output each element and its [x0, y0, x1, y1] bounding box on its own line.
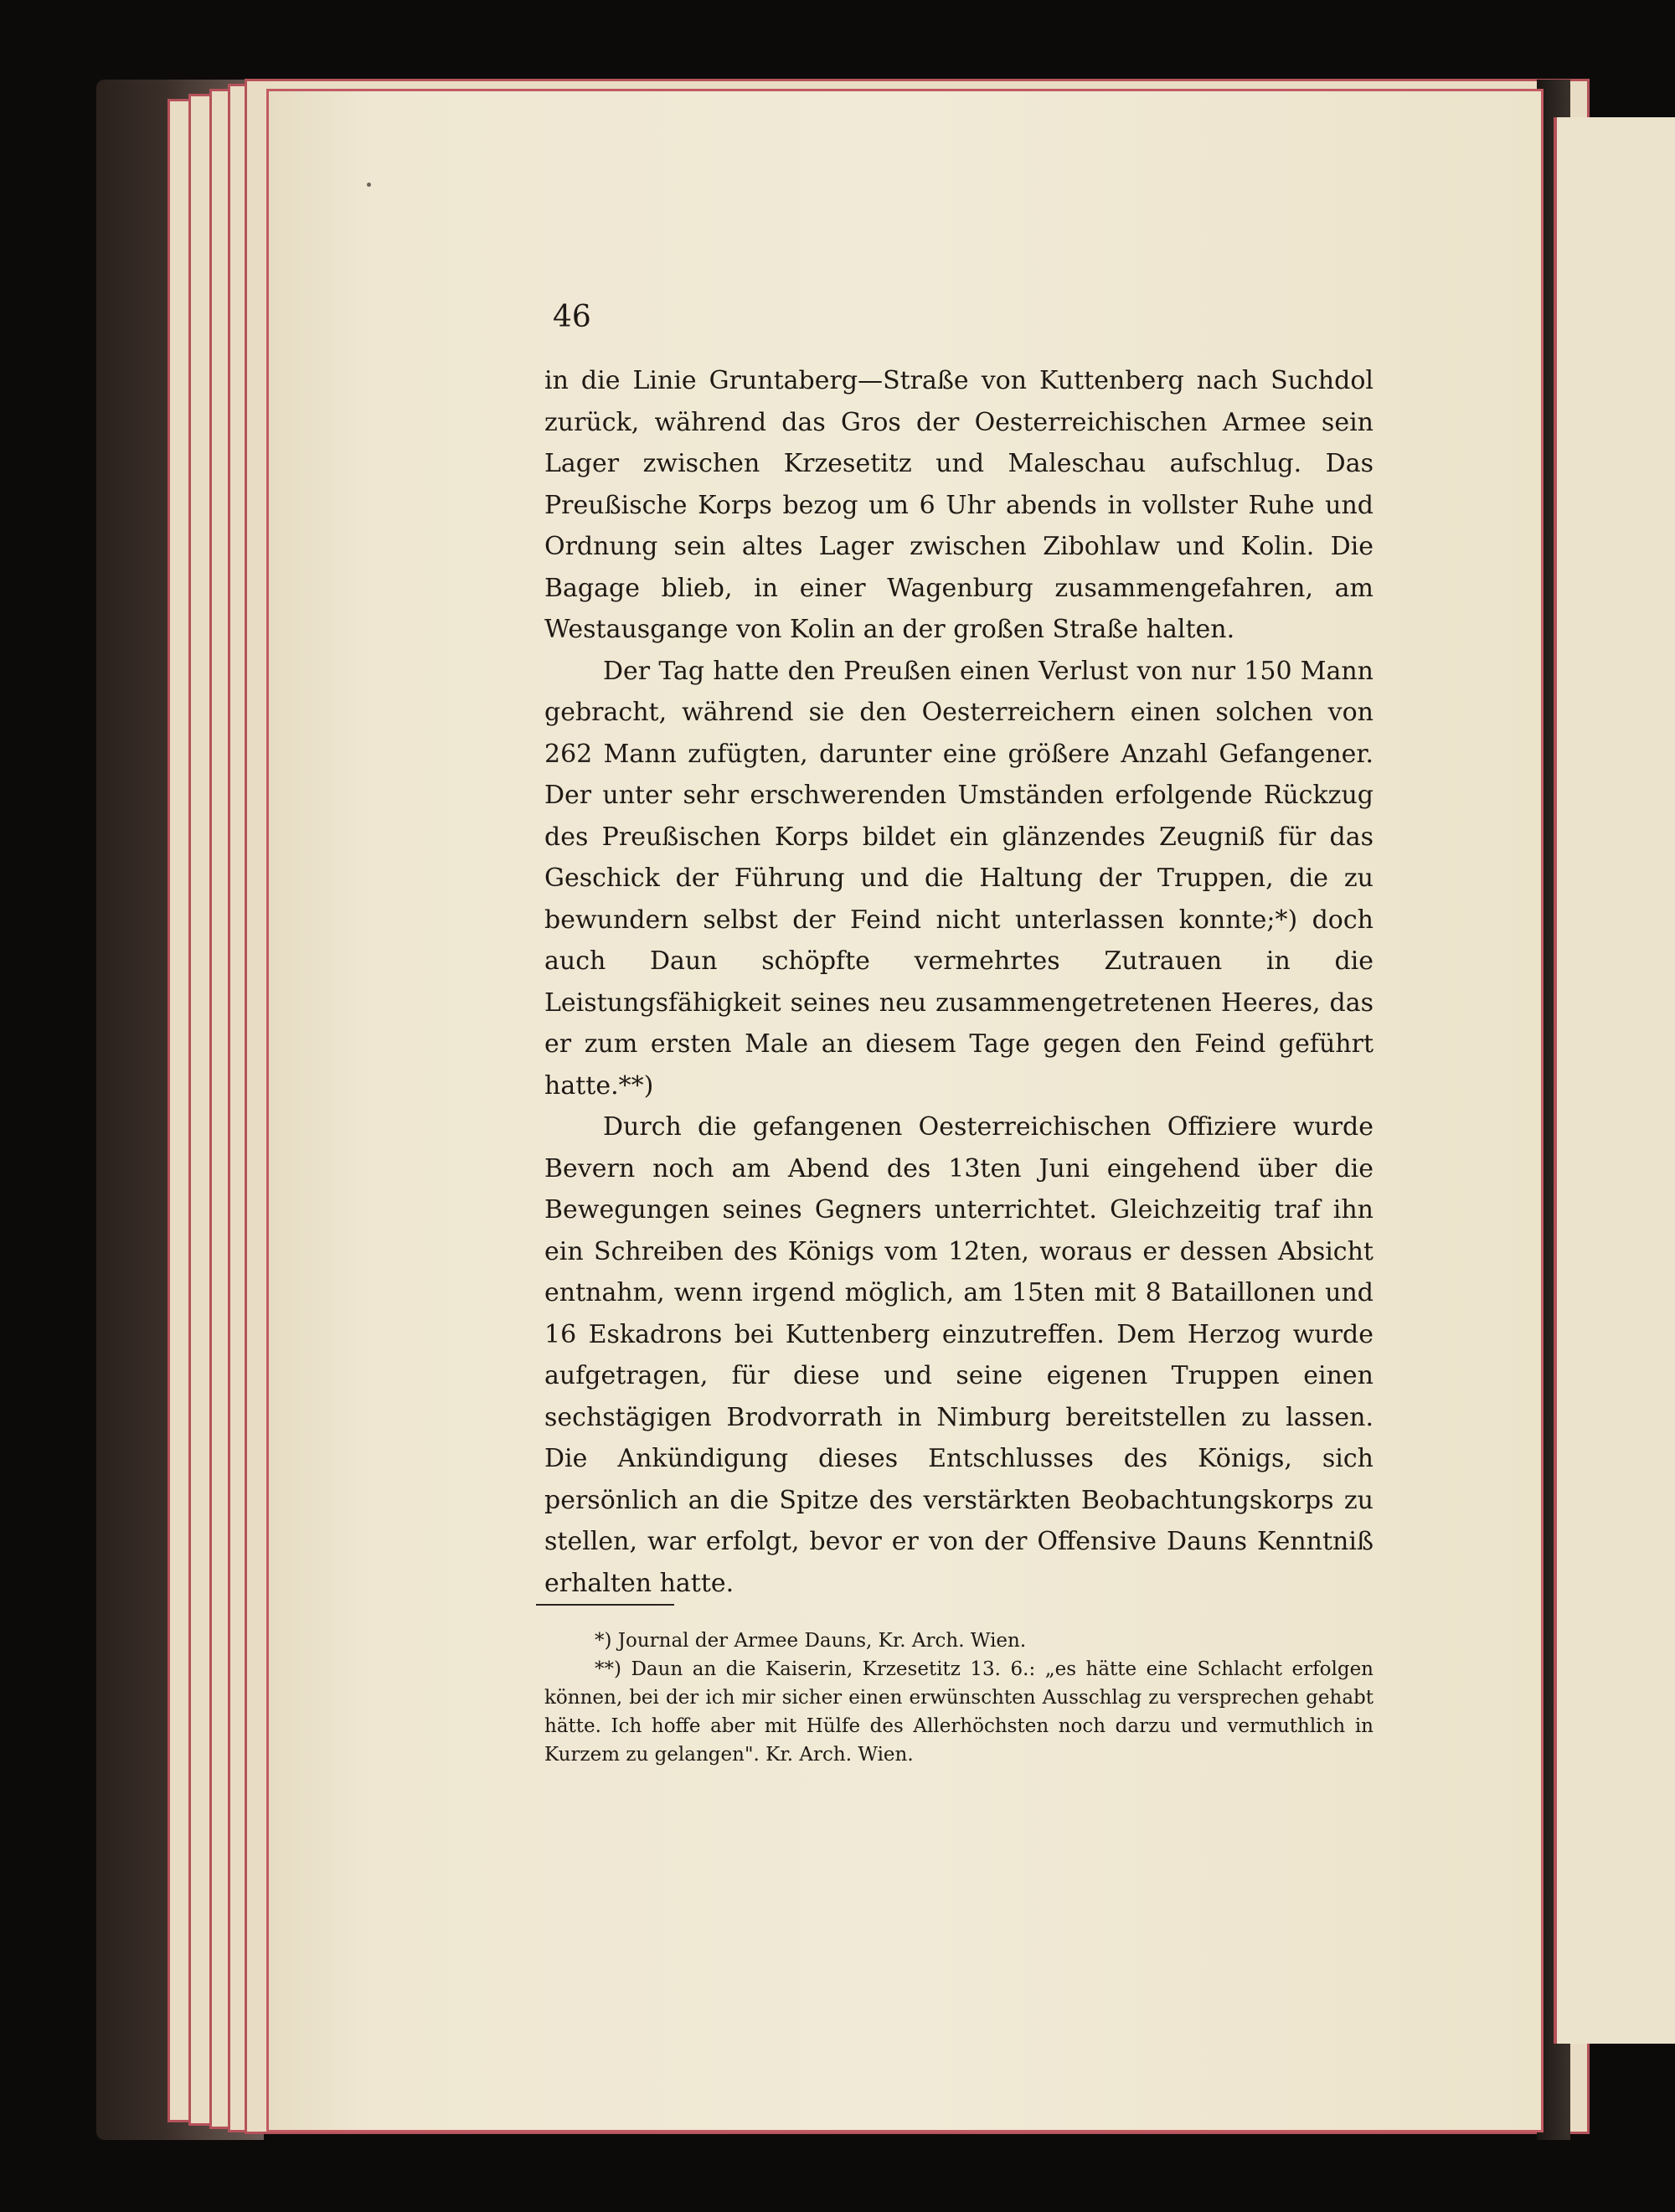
page-number: 46: [553, 300, 591, 334]
facing-page-edge: [1554, 117, 1675, 2044]
footnote: *) Journal der Armee Dauns, Kr. Arch. Wien.: [595, 1630, 1027, 1652]
page-body: [544, 360, 1374, 1604]
footnote: **) Daun an die Kaiserin, Krzesetitz 13. 6.: „es hätte eine Schlacht erfolgen können, bei der ich mir sicher einen erwünschten Ausschlag zu versprechen gehabt hätte. Ich hoffe aber mit Hülfe des Allerhöchsten noch darzu und vermuthlich in Kurzem zu gelangen". Kr. Arch. Wien.: [544, 1658, 1374, 1766]
footnote-divider: [536, 1604, 674, 1606]
paragraph: in die Linie Gruntaberg—Straße von Kuttenberg nach Suchdol zurück, während das Gros der Oesterreichischen Armee sein Lager zwischen Krzesetitz und Maleschau aufschlug. Das Preußische Korps bezog um 6 Uhr abends in vollster Ruhe und Ordnung sein altes Lager zwischen Zibohlaw und Kolin. Die Bagage blieb, in einer Wagenburg zusammengefahren, am Westausgange von Kolin an der großen Straße halten.: [544, 366, 1374, 644]
paper-speck: [367, 183, 371, 187]
footnotes: [544, 1627, 1374, 1769]
paragraph: Der Tag hatte den Preußen einen Verlust von nur 150 Mann gebracht, während sie den Oesterreichern einen solchen von 262 Mann zufügten, darunter eine größere Anzahl Gefangener. Der unter sehr erschwerenden Umständen erfolgende Rückzug des Preußischen Korps bildet ein glänzendes Zeugniß für das Geschick der Führung und die Haltung der Truppen, die zu bewundern selbst der Feind nicht unterlassen konnte;*) doch auch Daun schöpfte vermehrtes Zutrauen in die Leistungsfähigkeit seines neu zusammengetretenen Heeres, das er zum ersten Male an diesem Tage gegen den Feind geführt hatte.**): [544, 656, 1374, 1101]
paragraph: Durch die gefangenen Oesterreichischen Offiziere wurde Bevern noch am Abend des 13ten Juni eingehend über die Bewegungen seines Gegners unterrichtet. Gleichzeitig traf ihn ein Schreiben des Königs vom 12ten, woraus er dessen Absicht entnahm, wenn irgend möglich, am 15ten mit 8 Bataillonen und 16 Eskadrons bei Kuttenberg einzutreffen. Dem Herzog wurde aufgetragen, für diese und seine eigenen Truppen einen sechstägigen Brodvorrath in Nimburg bereitstellen zu lassen. Die Ankündigung dieses Entschlusses des Königs, sich persönlich an die Spitze des verstärkten Beobachtungskorps zu stellen, war erfolgt, bevor er von der Offensive Dauns Kenntniß erhalten hatte.: [544, 1112, 1374, 1598]
